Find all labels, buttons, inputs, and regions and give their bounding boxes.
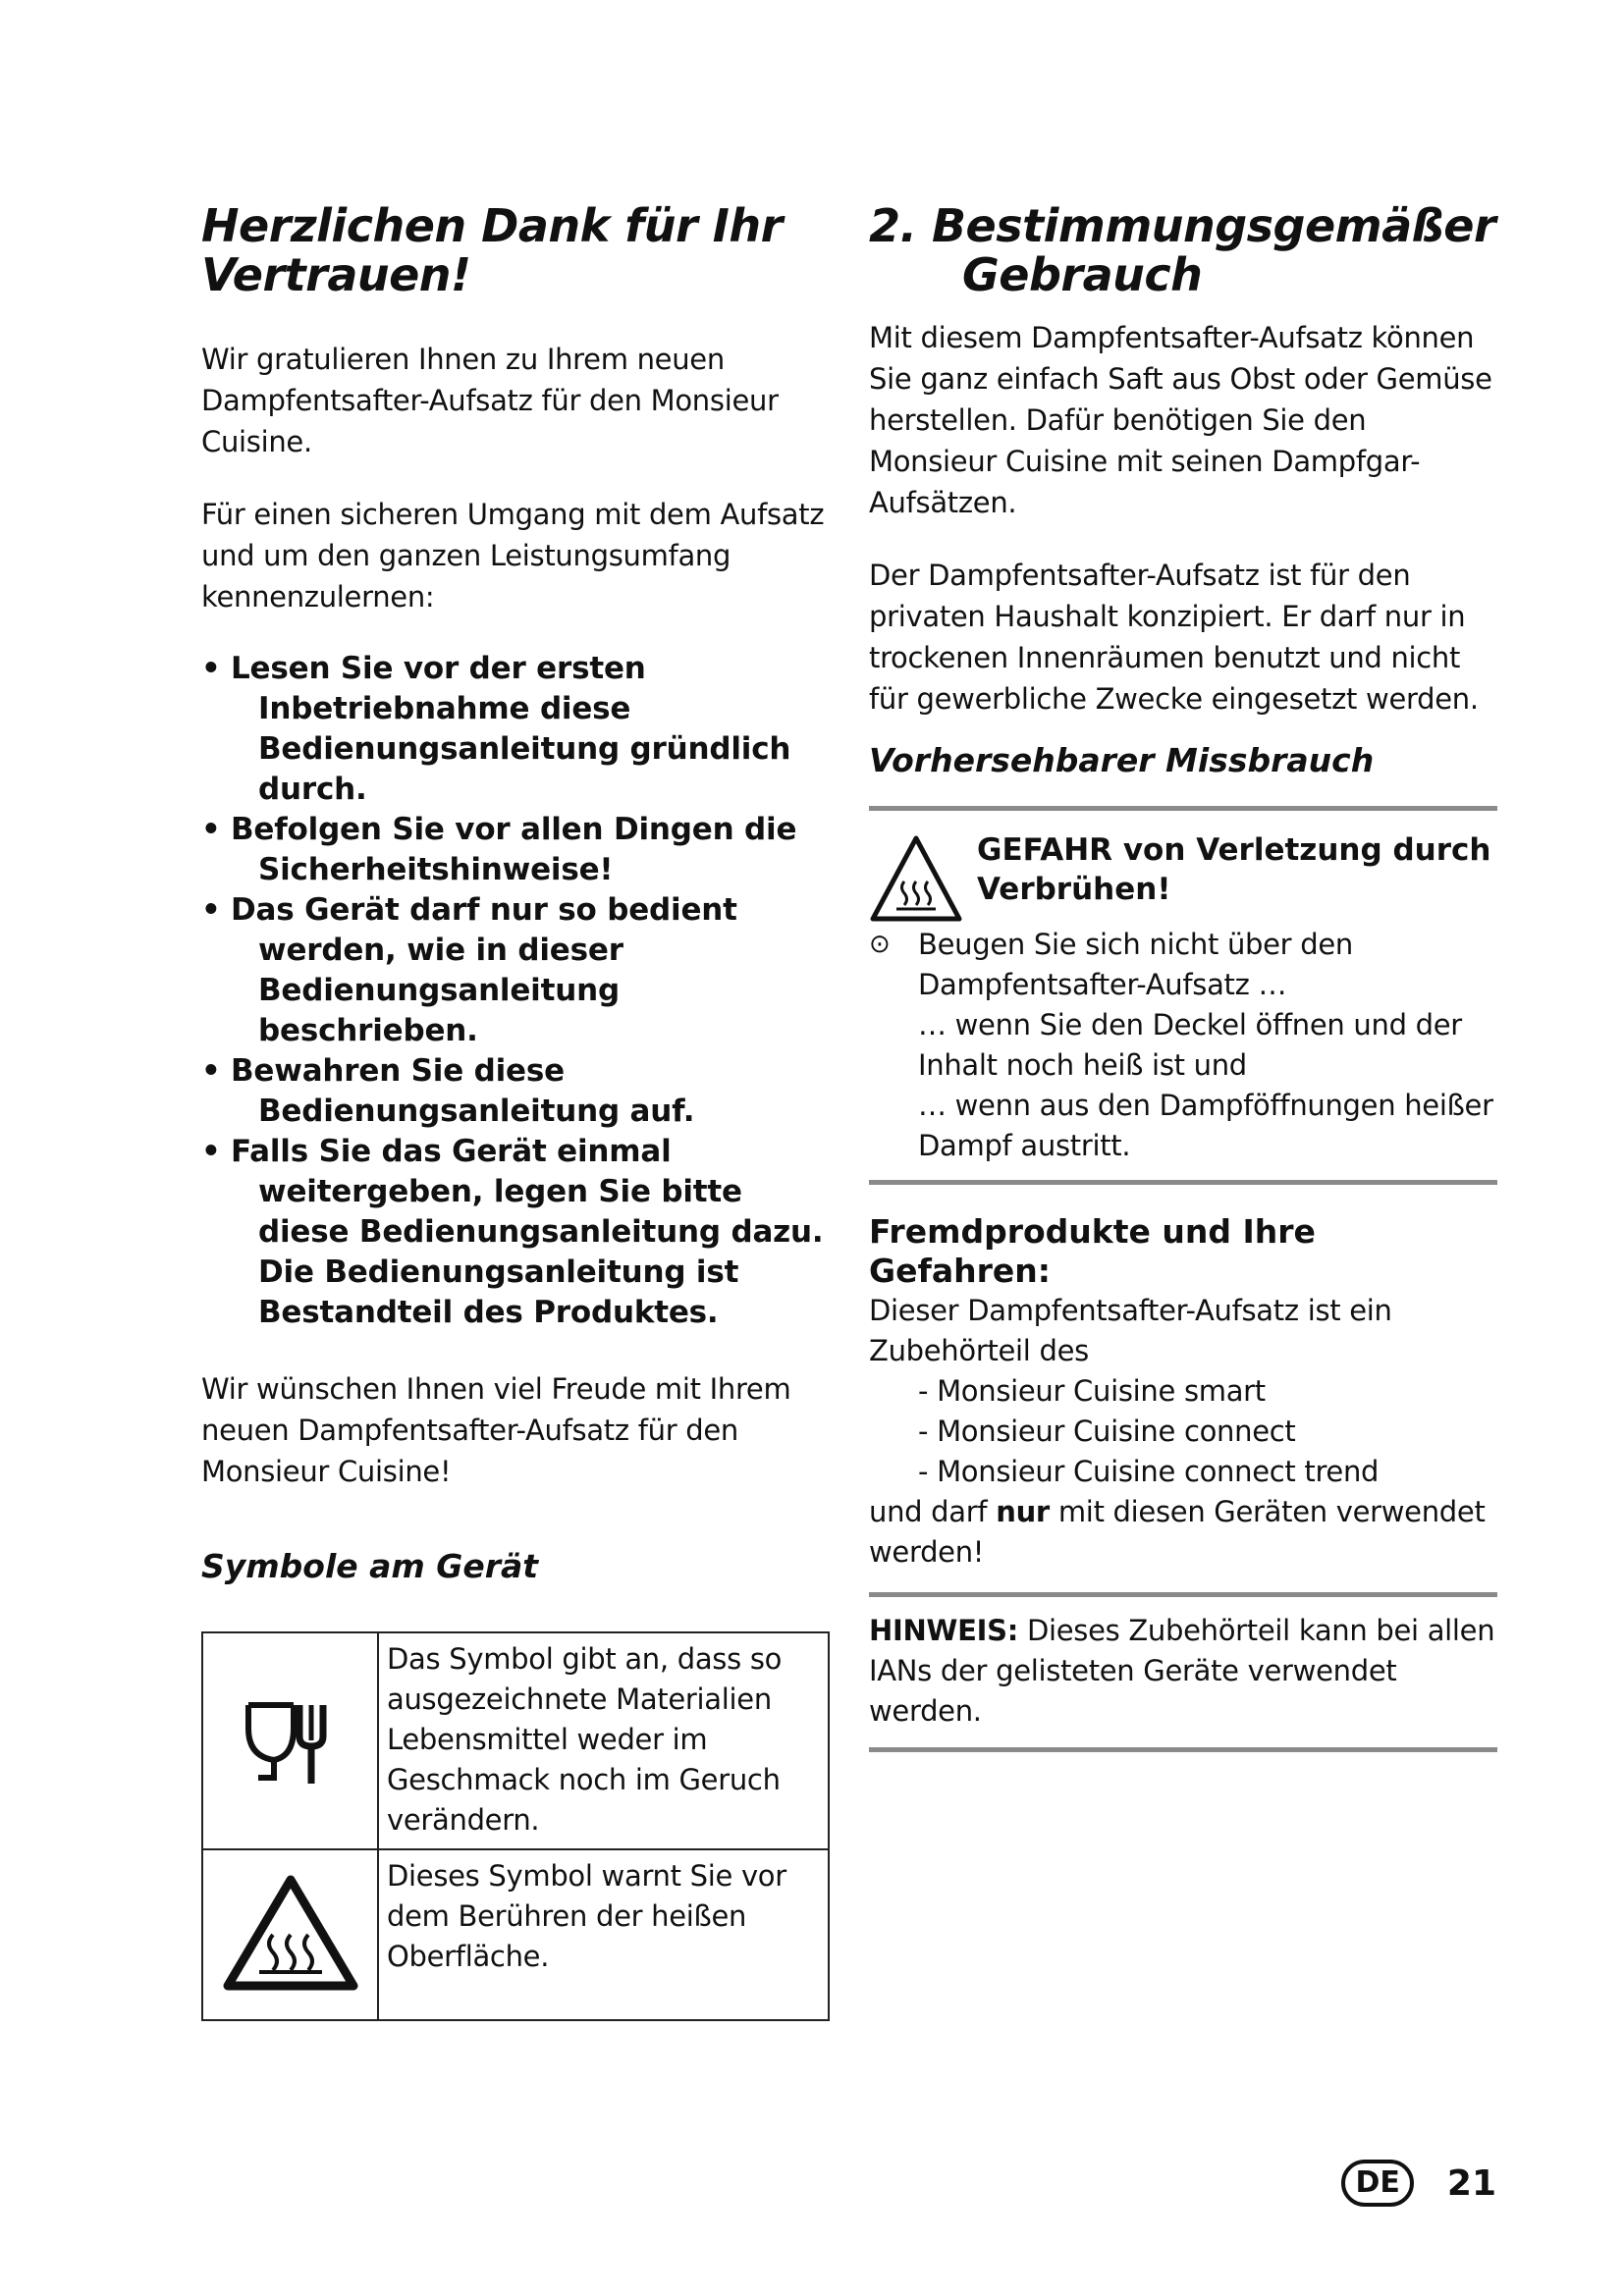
page-number: 21 [1446, 2163, 1496, 2204]
title-line-1: Herzlichen Dank für Ihr [201, 199, 783, 252]
hot-surface-warning-icon [202, 1849, 378, 2020]
warning-block [869, 830, 1497, 925]
section-title-line-1: 2. Bestimmungsgemäßer [869, 199, 1496, 252]
household-paragraph: Der Dampfentsafter-Aufsatz ist für den privaten Haushalt konzipiert. Er darf nur in trockenen Innenräumen benutzt und nicht für gewerbliche Zwecke eingesetzt werden. [869, 559, 1479, 716]
list-item: … wenn aus den Dampföffnungen heißer Dampf austritt. [918, 1089, 1493, 1162]
section-title-line-2: Gebrauch [962, 248, 1203, 301]
list-item: • Das Gerät darf nur so bedient werden, wie in dieser Bedienungsanleitung beschrieben. [201, 892, 737, 1048]
divider [869, 1747, 1497, 1752]
divider [869, 1180, 1497, 1185]
divider [869, 806, 1497, 811]
list-item: • Lesen Sie vor der ersten Inbetriebnahme diese Bedienungsanleitung gründlich durch. [201, 651, 791, 807]
food-safe-icon [202, 1632, 378, 1849]
list-item: - Monsieur Cuisine smart [918, 1374, 1266, 1408]
list-item: • Bewahren Sie diese Bedienungsanleitung auf. [201, 1053, 695, 1129]
page-footer [1341, 2160, 1496, 2207]
symbol-description: Das Symbol gibt an, dass so ausgezeichnete Materialien Lebensmittel weder im Geschmack noch im Geruch verändern. [378, 1632, 829, 1849]
page-title [201, 201, 830, 299]
symbols-table [201, 1631, 830, 2021]
instructions-list [201, 649, 830, 1333]
foreign-intro: Dieser Dampfentsafter-Aufsatz ist ein Zubehörteil des [869, 1294, 1392, 1367]
note-label: HINWEIS: [869, 1614, 1019, 1647]
list-item: ⊙ Beugen Sie sich nicht über den Dampfentsafter-Aufsatz … [869, 925, 1497, 1005]
language-badge: DE [1341, 2160, 1413, 2207]
list-item: … wenn Sie den Deckel öffnen und der Inhalt noch heiß ist und [918, 1008, 1462, 1082]
list-item: • Befolgen Sie vor allen Dingen die Sicherheitshinweise! [201, 812, 797, 887]
foreign-products-text [869, 1291, 1497, 1573]
warning-list [869, 925, 1497, 1166]
hot-surface-warning-icon [869, 834, 963, 925]
closing-paragraph: Wir wünschen Ihnen viel Freude mit Ihrem neuen Dampfentsafter-Aufsatz für den Monsieur Cuisine! [201, 1372, 791, 1488]
usage-paragraph: Für einen sicheren Umgang mit dem Aufsatz und um den ganzen Leistungsumfang kennenzulernen: [201, 498, 825, 614]
list-item: - Monsieur Cuisine connect trend [918, 1455, 1380, 1488]
symbol-description: Dieses Symbol warnt Sie vor dem Berühren der heißen Oberfläche. [378, 1849, 829, 2020]
list-item: • Falls Sie das Gerät einmal weitergeben, legen Sie bitte diese Bedienungsanleitung dazu. Die Bedienungsanleitung ist Bestandteil des Produktes. [201, 1134, 824, 1330]
title-line-2: Vertrauen! [201, 248, 471, 301]
right-column [869, 201, 1497, 1752]
table-row [202, 1632, 829, 1849]
misuse-heading: Vorhersehbarer Missbrauch [869, 741, 1375, 779]
foreign-outro: und darf nur mit diesen Geräten verwendet werden! [869, 1495, 1486, 1569]
purpose-paragraph: Mit diesem Dampfentsafter-Aufsatz können Sie ganz einfach Saft aus Obst oder Gemüse herstellen. Dafür benötigen Sie den Monsieur Cuisine mit seinen Dampfgar-Aufsätzen. [869, 321, 1492, 519]
warning-title: GEFAHR von Verletzung durch Verbrühen! [977, 832, 1491, 907]
note [869, 1611, 1497, 1732]
intro-paragraph: Wir gratulieren Ihnen zu Ihrem neuen Dampfentsafter-Aufsatz für den Monsieur Cuisine. [201, 343, 779, 458]
section-title [869, 201, 1497, 299]
target-bullet-icon: ⊙ [869, 930, 891, 959]
table-row [202, 1849, 829, 2020]
note-text: Dieses Zubehörteil kann bei allen IANs der gelisteten Geräte verwendet werden. [869, 1614, 1495, 1728]
foreign-products-heading: Fremdprodukte und Ihre Gefahren: [869, 1212, 1316, 1290]
divider [869, 1592, 1497, 1597]
left-column [201, 201, 830, 1586]
list-item: - Monsieur Cuisine connect [918, 1415, 1296, 1448]
symbols-heading: Symbole am Gerät [201, 1547, 539, 1585]
